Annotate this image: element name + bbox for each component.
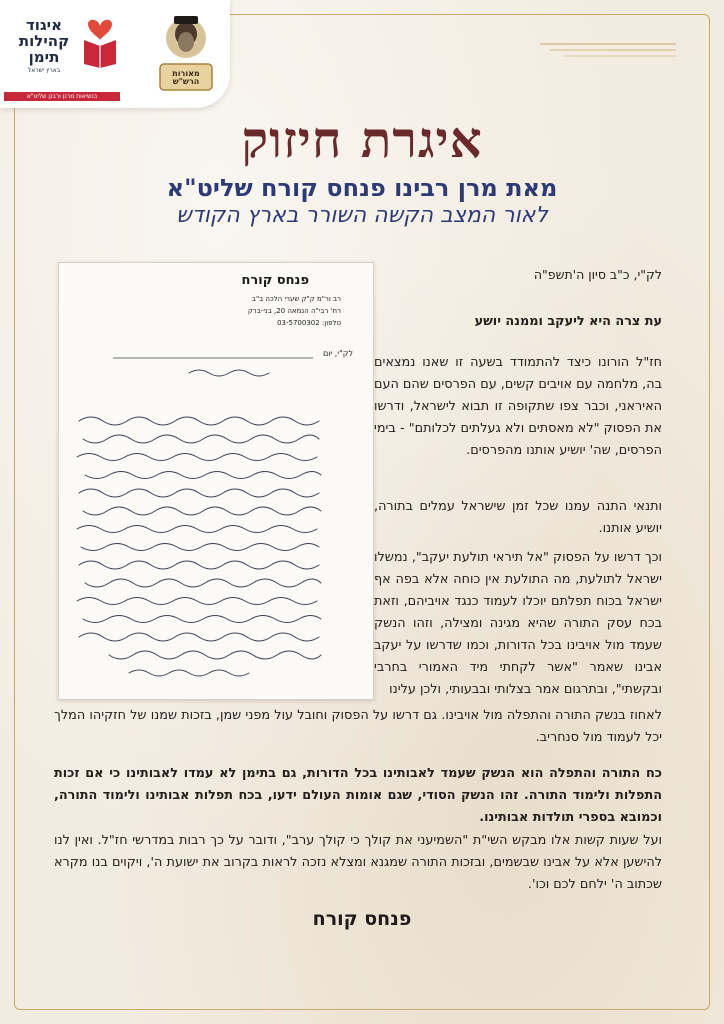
- subtitle-context: לאור המצב הקשה השורר בארץ הקודש: [176, 203, 548, 228]
- letter-heading: עת צרה היא ליעקב וממנה יושע: [474, 314, 662, 329]
- letterhead-line3: טלפון: 03-5700302: [277, 319, 341, 327]
- org-banner: בנשיאות מרנן ורבנן שליט"א: [4, 92, 120, 101]
- org-logo: [4, 14, 122, 100]
- letterhead-date-line: לק"י, יום: [322, 349, 353, 358]
- book-heart-icon: [80, 18, 120, 68]
- org-name-line2: קהילות: [18, 31, 70, 50]
- org-name-line3: תימן: [28, 47, 60, 66]
- decorative-lines: [540, 36, 676, 76]
- letter-paragraph-2: ותנאי התנה עמנו שכל זמן שישראל עמלים בתורה, יושיע אותנו.: [374, 499, 662, 536]
- letter-paragraph-3: וכך דרשו על הפסוק "אל תיראי תולעת יעקב", נמשלו ישראל לתולעת, מה התולעת אין כוחה אלא בפה אף ישראל בכוח תפלתם יוכלו לעמוד כנגד אויביהם, וזאת בכח עסק התורה שהיא מגינה ומצילה, וזהו הנשק שעמד מול אויבינו בכל הדורות, וכמו שדרשו על יעקב אבינו שאמר "אשר לקחתי מיד האמורי בחרבי ובקשתי", ובתרגום אמר בצלותי ובבעותי, ולכן עלינו: [374, 550, 662, 697]
- subtitle-author: מאת מרן רבינו פנחס קורח שליט"א: [166, 174, 558, 202]
- handwriting-scribble: [69, 353, 365, 693]
- meorot-logo: [154, 12, 218, 94]
- letterhead-name: פנחס קורח: [241, 273, 309, 288]
- letter-paragraph-3-continued: לאחוז בנשק התורה והתפלה מול אויבינו. גם דרשו על הפסוק וחובל עול מפני שמן, בזכות שמנו של חזקיהו המלך יכל לעמוד מול סנחריב.: [54, 708, 662, 745]
- meorot-name: מאורות הרש"ש: [172, 69, 200, 86]
- handwritten-letter-image: [58, 262, 374, 700]
- org-subtitle: בארץ ישראל: [27, 67, 61, 75]
- letter-paragraph-5: ועל שעות קשות אלו מבקש השי"ת "השמיעני את קולך כי קולך ערב", ודובר על כך רבות במדרשי חז"ל. ואין לנו להישען אלא על אבינו שבשמים, ובזכות התורה שמגנא ומצלא נזכה לראות בקרוב את ישועת ה', ויקוים בנו מקרא שכתוב ה' ילחם לכם וכו'.: [54, 833, 662, 892]
- letter-date: לק"י, כ"ב סיון ה'תשפ"ה: [533, 267, 662, 282]
- signature: פנחס קורח: [312, 908, 412, 930]
- letterhead-line2: רח' רבי"ה הנמאה 20, בני-ברק: [247, 307, 341, 315]
- org-name-line1: איגוד: [25, 16, 62, 34]
- letterhead-line1: רב ור"מ ק"ק שערי הלכה ב"ב: [251, 295, 341, 303]
- logo-panel: [0, 0, 230, 108]
- letter-paragraph-1: חז"ל הורונו כיצד להתמודד בשעה זו שאנו נמצאים בה, מלחמה עם אויבים קשים, עם הפרסים שהם העם האיראני, וכבר צפו שתקופה זו תבוא לישראל, ודרשו את הפסוק "לא מאסתים ולא געלתים לכלותם" - בימי הפרסים, שה' יושיע אותנו מהפרסים.: [374, 355, 662, 458]
- page-title: איגרת חיזוק: [241, 110, 483, 169]
- letter-paragraph-4: כח התורה והתפלה הוא הנשק שעמד לאבותינו בכל הדורות, גם בתימן לא עמדו לאבותינו כי אם זכות התפלות ולימוד התורה. זהו הנשק הסודי, שגם אומות העולם ידעו, בכח תפלות אבותינו ולימוד התורה, וכמובא בספרי תולדות אבותינו.: [54, 766, 662, 825]
